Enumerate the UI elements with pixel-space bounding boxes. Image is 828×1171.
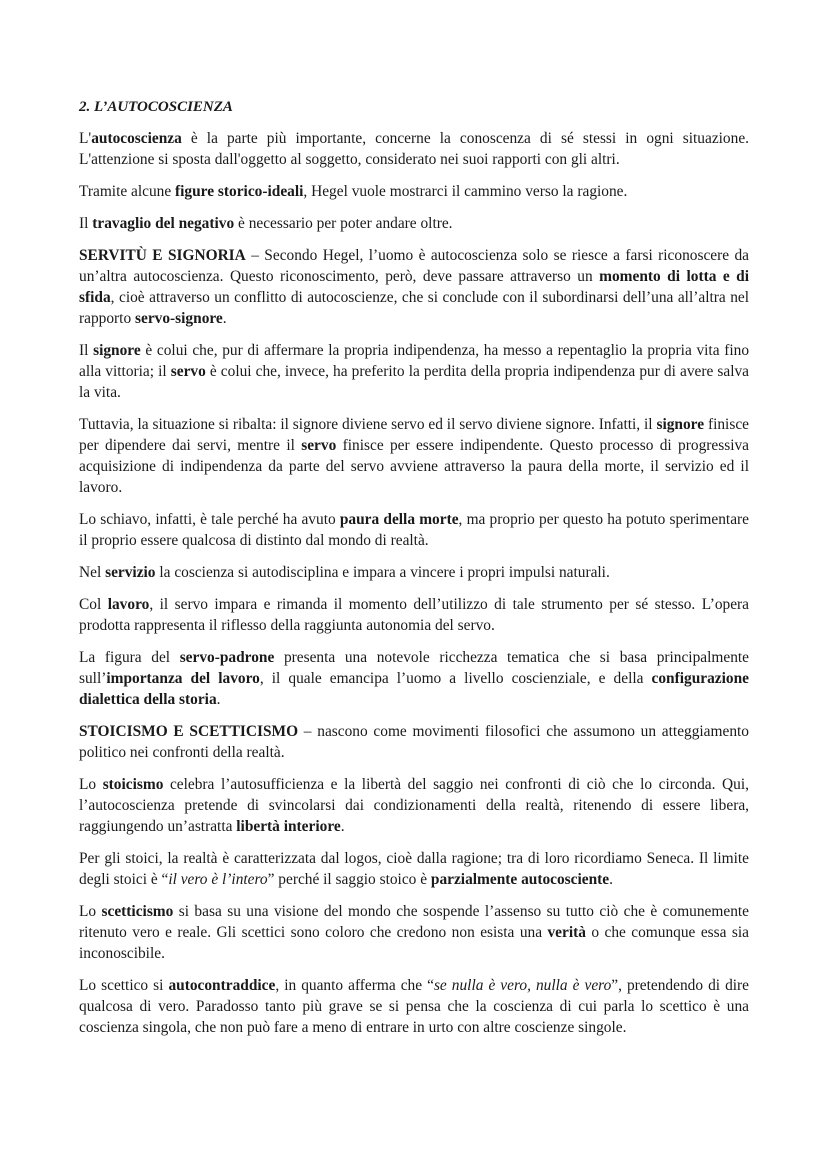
text-run: La figura del [79, 649, 180, 666]
text-run: Tramite alcune [79, 183, 176, 200]
text-run: – Secondo Hegel, l’uomo è autocoscienza solo se riesce a farsi riconoscere da un’altra autocoscienza. Questo riconoscimento, però, deve passare attraverso un [79, 247, 749, 285]
text-run: celebra l’autosufficienza e la libertà del saggio nei confronti di ciò che lo circonda. Qui, l’autocoscienza pretende di svincolarsi dai condizionamenti della realtà, ritenendo di essere libera, raggiungendo un’astratta [79, 776, 749, 835]
text-run: finisce per essere indipendente. Questo processo di progressiva acquisizione di indipendenza da parte del servo avviene attraverso la paura della morte, il servizio ed il lavoro. [79, 437, 749, 496]
paragraph [79, 245, 749, 329]
document-page [79, 97, 749, 1049]
bold-text: paura della morte [339, 511, 459, 528]
text-run: Tuttavia, la situazione si ribalta: il signore diviene servo ed il servo diviene signore. Infatti, il [79, 416, 657, 433]
text-run: o che comunque essa sia inconoscibile. [79, 924, 749, 962]
bold-text: servo-signore [135, 310, 223, 327]
bold-text: verità [547, 924, 586, 941]
text-run: , cioè attraverso un conflitto di autocoscienze, che si conclude con il subordinarsi dell’una all’altra nel rapporto [79, 289, 749, 327]
text-run: la coscienza si autodisciplina e impara a vincere i propri impulsi naturali. [155, 564, 610, 581]
text-run: Col [79, 596, 108, 613]
text-run: , il servo impara e rimanda il momento dell’utilizzo di tale strumento per sé stesso. L’opera prodotta rappresenta il riflesso della raggiunta autonomia del servo. [79, 596, 750, 634]
italic-text: il vero è l’intero [168, 871, 268, 888]
bold-text: stoicismo [102, 776, 164, 793]
bold-text: servo-padrone [179, 649, 275, 666]
paragraph [79, 721, 749, 763]
text-run: Nel [79, 564, 106, 581]
text-run: , il quale emancipa l’uomo a livello coscienziale, e della [259, 670, 652, 687]
paragraph [79, 774, 749, 837]
bold-text: servizio [105, 564, 156, 581]
bold-text: signore [656, 416, 705, 433]
bold-text: travaglio del negativo [92, 215, 235, 232]
text-run: , ma proprio per questo ha potuto sperimentare il proprio essere qualcosa di distinto dal mondo di realtà. [79, 511, 749, 549]
paragraph [79, 128, 749, 170]
bold-text: servo [301, 437, 337, 454]
text-run: si basa su una visione del mondo che sospende l’assenso su tutto ciò che è comunemente ritenuto vero e reale. Gli scettici sono coloro che credono non esista una [79, 903, 749, 941]
paragraph [79, 848, 749, 890]
text-run: è colui che, invece, ha preferito la perdita della propria indipendenza pur di avere salva la vita. [79, 363, 750, 401]
paragraph [79, 562, 749, 583]
text-run: . [222, 310, 227, 327]
text-run: Lo [79, 776, 103, 793]
bold-text: scetticismo [101, 903, 174, 920]
paragraph [79, 414, 749, 498]
paragraph [79, 509, 749, 551]
bold-text: parzialmente autocosciente [430, 871, 610, 888]
text-run: . [216, 691, 221, 708]
text-run: Il [79, 215, 93, 232]
bold-text: libertà interiore [236, 818, 341, 835]
text-run: presenta una notevole ricchezza tematica che si basa principalmente sull’ [79, 649, 749, 687]
text-run: ” perché il saggio stoico è [267, 871, 431, 888]
paragraph [79, 647, 749, 710]
bold-text: figure storico-ideali [175, 183, 304, 200]
bold-text: STOICISMO E SCETTICISMO [79, 723, 299, 740]
bold-text: configurazione dialettica della storia [79, 670, 749, 708]
bold-text: autocoscienza [91, 130, 182, 147]
text-run: Lo scettico si [79, 977, 169, 994]
paragraph [79, 594, 749, 636]
text-run: . [609, 871, 613, 888]
bold-text: signore [93, 342, 141, 359]
text-run: è colui che, pur di affermare la propria indipendenza, ha messo a repentaglio la propria vita fino alla vittoria; il [79, 342, 750, 380]
bold-text: servo [170, 363, 206, 380]
italic-text: se nulla è vero, nulla è vero [433, 977, 612, 994]
paragraph [79, 181, 749, 202]
text-run: , in quanto afferma che “ [275, 977, 434, 994]
text-run: è la parte più importante, concerne la conoscenza di sé stessi in ogni situazione. L'attenzione si sposta dall'oggetto al soggetto, considerato nei suoi rapporti con gli altri. [79, 130, 749, 168]
paragraph [79, 340, 749, 403]
text-run: , Hegel vuole mostrarci il cammino verso la ragione. [303, 183, 628, 200]
section-heading: 2. L’AUTOCOSCIENZA [79, 99, 233, 115]
bold-text: autocontraddice [168, 977, 276, 994]
text-run: ”, pretendendo di dire qualcosa di vero. Paradosso tanto più grave se si pensa che la coscienza di cui parla lo scettico è una coscienza singola, che non può fare a meno di entrare in urto con altre coscienze singole. [79, 977, 749, 1036]
text-run: è necessario per poter andare oltre. [234, 215, 453, 232]
bold-text: momento di lotta e di sfida [79, 268, 749, 306]
text-run: Per gli stoici, la realtà è caratterizzata dal logos, cioè dalla ragione; tra di loro ricordiamo Seneca. Il limite degli stoici è “ [79, 850, 749, 888]
text-run: Lo schiavo, infatti, è tale perché ha avuto [79, 511, 340, 528]
text-run: L' [79, 130, 92, 147]
bold-text: SERVITÙ E SIGNORIA [79, 247, 246, 264]
paragraph [79, 975, 749, 1038]
text-run: Lo [79, 903, 102, 920]
paragraph [79, 901, 749, 964]
text-run: – nascono come movimenti filosofici che assumono un atteggiamento politico nei confronti della realtà. [79, 723, 749, 761]
text-run: Il [79, 342, 94, 359]
bold-text: lavoro [107, 596, 150, 613]
paragraph [79, 213, 749, 234]
text-run: . [340, 818, 345, 835]
bold-text: importanza del lavoro [106, 670, 260, 687]
document-body [79, 128, 749, 1038]
text-run: finisce per dipendere dai servi, mentre il [79, 416, 749, 454]
